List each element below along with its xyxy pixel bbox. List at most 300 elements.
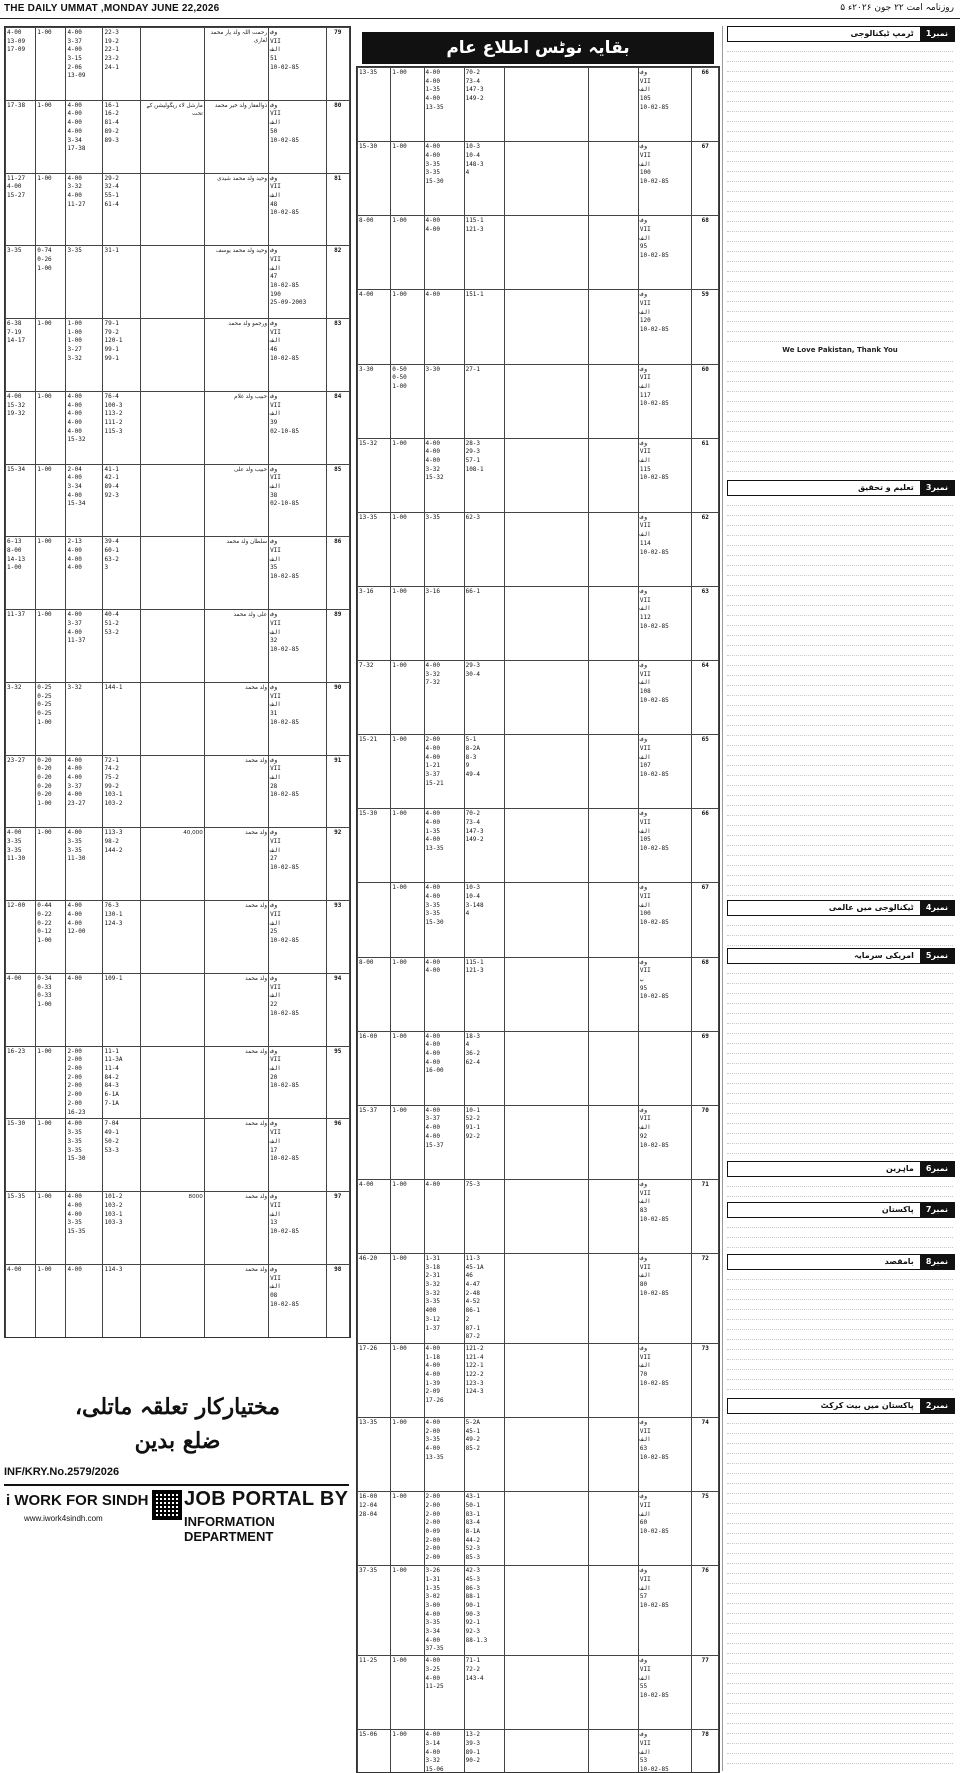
area-cell: 4-00 3-37 4-00 3-15 2-06 13-09 [66,28,103,101]
survey-cell: 40-4 51-2 53-2 [103,610,140,683]
mutation-cell: 4-00 13-09 17-09 [6,28,36,101]
total-cell: 1-00 [36,828,66,901]
entry-cell: وف VII الف 31 10-02-85 [269,682,326,755]
survey-cell: 27-1 [464,364,504,438]
owner-cell [588,68,638,142]
area-cell: 4-00 4-00 4-00 4-00 3-34 17-38 [66,100,103,173]
news-text-block [727,42,953,478]
owner-cell: ولد محمد [204,901,268,974]
entry-cell: وف VII الف 51 10-02-85 [269,28,326,101]
owner-cell: ورجمو ولد محمد [204,319,268,392]
mutation-cell: 37-35 [358,1566,391,1656]
tag-number: نمبر5 [920,949,954,963]
table-row [358,1418,719,1492]
table-row [6,828,350,901]
remarks-cell [504,1254,588,1344]
total-cell: 1-00 [391,1730,424,1773]
mutation-cell: 8-00 [358,216,391,290]
entry-cell: وف VII الف 114 10-02-85 [638,512,692,586]
total-cell: 1-00 [391,1105,424,1179]
remarks-cell [504,809,588,883]
total-cell: 1-00 [391,438,424,512]
entry-cell: وف VII الف 70 10-02-85 [638,1343,692,1417]
department-name: INFORMATION DEPARTMENT [184,1514,275,1544]
total-cell: 1-00 [391,1418,424,1492]
owner-cell [588,1031,638,1105]
table-row [6,173,350,246]
serial-cell: 59 [692,290,719,364]
table-row [358,290,719,364]
owner-cell: حبیب ولد علی [204,464,268,537]
tag-number: نمبر7 [920,1203,954,1217]
survey-cell: 115-1 121-3 [464,216,504,290]
news-section-tag [727,900,955,916]
mutation-cell: 13-35 [358,68,391,142]
masthead-title: THE DAILY UMMAT ,MONDAY JUNE 22,2026 [4,3,220,14]
owner-cell: ولد محمد [204,682,268,755]
total-cell: 1-00 [391,1656,424,1730]
mutation-cell: 15-35 [6,1192,36,1265]
table-row [6,755,350,828]
survey-cell: 11-3 45-1A 46 4-47 2-48 4-52 86-1 2 87-1 87-2 [464,1254,504,1344]
area-cell: 4-00 4-00 3-35 3-35 15-30 [424,142,464,216]
entry-cell: وف VII الف 32 10-02-85 [269,610,326,683]
area-cell: 4-00 3-32 4-00 11-27 [66,173,103,246]
total-cell: 1-00 [36,1265,66,1338]
area-cell: 2-00 2-00 2-00 2-00 2-00 2-00 2-00 16-23 [66,1046,103,1119]
survey-cell: 41-1 42-1 89-4 92-3 [103,464,140,537]
owner-cell: ولد محمد [204,1046,268,1119]
entry-cell: وف VII الف 13 10-02-85 [269,1192,326,1265]
total-cell: 1-00 [391,1031,424,1105]
note-cell [140,1046,204,1119]
serial-cell: 77 [692,1656,719,1730]
total-cell: 1-00 [391,661,424,735]
table-row [6,1192,350,1265]
serial-cell: 73 [692,1343,719,1417]
entry-cell [638,1031,692,1105]
total-cell: 1-00 [391,1343,424,1417]
area-cell: 2-13 4-00 4-00 4-00 [66,537,103,610]
owner-cell [588,1179,638,1253]
survey-cell: 16-1 16-2 81-4 89-2 89-3 [103,100,140,173]
survey-cell: 29-2 32-4 55-1 61-4 [103,173,140,246]
owner-cell [588,809,638,883]
tag-label: پاکستان [881,1205,914,1214]
news-section-tag [727,480,955,496]
serial-cell: 71 [692,1179,719,1253]
note-cell: 8000 [140,1192,204,1265]
serial-cell: 69 [692,1031,719,1105]
qr-code-icon [152,1490,182,1520]
mutation-cell: 8-00 [358,957,391,1031]
table-row [358,957,719,1031]
news-text-block [727,496,953,898]
entry-cell: وف VII الف 112 10-02-85 [638,586,692,660]
owner-cell: سلطان ولد محمد [204,537,268,610]
table-row [358,586,719,660]
entry-cell: وف VII الف 60 10-02-85 [638,1492,692,1566]
owner-cell: ولد محمد [204,755,268,828]
mutation-cell: 4-00 [358,1179,391,1253]
survey-cell: 5-2A 45-1 49-2 85-2 [464,1418,504,1492]
total-cell: 1-00 [36,1192,66,1265]
table-row [6,901,350,974]
entry-cell: وف VII الف 27 10-02-85 [269,828,326,901]
total-cell: 1-00 [391,512,424,586]
mutation-cell: 16-00 [358,1031,391,1105]
survey-cell: 29-3 30-4 [464,661,504,735]
tag-label: تعلیم و تحقیق [857,483,914,492]
entry-cell: وف VII الف 47 10-02-85 190 25-09-2003 [269,246,326,319]
entry-cell: وف VII الف 108 10-02-85 [638,661,692,735]
area-cell: 4-00 4-00 4-00 3-32 15-32 [424,438,464,512]
tag-number: نمبر3 [920,481,954,495]
mutation-cell: 3-32 [6,682,36,755]
entry-cell: وف VII الف 25 10-02-85 [269,901,326,974]
serial-cell: 97 [326,1192,349,1265]
table-row [358,1179,719,1253]
survey-cell: 101-2 103-2 103-1 103-3 [103,1192,140,1265]
owner-cell [588,1656,638,1730]
mutation-cell: 6-38 7-19 14-17 [6,319,36,392]
area-cell: 4-00 4-00 1-35 4-00 13-35 [424,68,464,142]
total-cell: 1-00 [36,1119,66,1192]
remarks-cell [504,1566,588,1656]
entry-cell: وف VII الف 57 10-02-85 [638,1566,692,1656]
area-cell: 4-00 [66,1265,103,1338]
serial-cell: 95 [326,1046,349,1119]
mutation-cell: 4-00 [358,290,391,364]
tag-number: نمبر6 [920,1162,954,1176]
owner-cell [588,512,638,586]
table-row [6,28,350,101]
mutation-cell: 15-21 [358,735,391,809]
table-row [358,1492,719,1566]
table-row [358,68,719,142]
total-cell: 0-44 0-22 0-22 0-12 1-00 [36,901,66,974]
mutation-cell: 15-32 [358,438,391,512]
serial-cell: 81 [326,173,349,246]
officer-stamp [10,1390,345,1462]
area-cell: 4-00 4-00 [424,216,464,290]
entry-cell: وف VII الف 105 10-02-85 [638,809,692,883]
area-cell: 4-00 [66,973,103,1046]
table-row [6,319,350,392]
entry-cell: وف VII الف 53 10-02-85 [638,1730,692,1773]
table-row [358,1254,719,1344]
portal-title: JOB PORTAL BY [184,1488,349,1510]
serial-cell: 84 [326,391,349,464]
note-cell [140,682,204,755]
area-cell: 4-00 3-35 3-35 3-35 15-30 [66,1119,103,1192]
total-cell: 1-00 [36,391,66,464]
mutation-cell: 15-30 [358,809,391,883]
entry-cell: وف VII الف 100 10-02-85 [638,883,692,957]
entry-cell: وف VII الف 35 10-02-85 [269,537,326,610]
serial-cell: 66 [692,809,719,883]
mutation-cell: 15-30 [6,1119,36,1192]
table-row [358,735,719,809]
survey-cell: 39-4 60-1 63-2 3 [103,537,140,610]
total-cell: 1-00 [36,1046,66,1119]
tag-number: نمبر4 [920,901,954,915]
serial-cell: 63 [692,586,719,660]
remarks-cell [504,438,588,512]
ledger-left [4,26,351,1338]
survey-cell: 75-3 [464,1179,504,1253]
remarks-cell [504,1418,588,1492]
tag-label: ٹیکنالوجی میں عالمی [828,903,914,912]
total-cell: 1-00 [36,537,66,610]
area-cell: 4-00 3-37 4-00 11-37 [66,610,103,683]
survey-cell: 11-1 11-3A 11-4 84-2 84-3 6-1A 7-1A [103,1046,140,1119]
area-cell: 3-35 [424,512,464,586]
survey-cell: 70-2 73-4 147-3 149-2 [464,809,504,883]
area-cell: 1-31 3-18 2-31 3-32 3-32 3-35 400 3-12 1-37 [424,1254,464,1344]
area-cell: 1-00 1-00 1-00 3-27 3-32 [66,319,103,392]
survey-cell: 10-3 10-4 148-3 4 [464,142,504,216]
owner-cell: ولد محمد [204,1119,268,1192]
mutation-cell: 11-25 [358,1656,391,1730]
remarks-cell [504,1179,588,1253]
mutation-cell: 46-20 [358,1254,391,1344]
owner-cell: وحید ولد محمد یوسف [204,246,268,319]
serial-cell: 83 [326,319,349,392]
total-cell: 0-74 0-26 1-00 [36,246,66,319]
area-cell: 4-00 4-00 4-00 12-00 [66,901,103,974]
note-cell [140,973,204,1046]
website-link[interactable]: www.iwork4sindh.com [24,1514,103,1523]
news-section-tag [727,1202,955,1218]
entry-cell: وف VII الف 100 10-02-85 [638,142,692,216]
news-section-tag [727,26,955,42]
mutation-cell: 7-32 [358,661,391,735]
mutation-cell: 17-26 [358,1343,391,1417]
note-cell [140,246,204,319]
news-quote: We Love Pakistan, Thank You [727,346,953,356]
table-row [6,1046,350,1119]
area-cell: 3-32 [66,682,103,755]
news-text-block [727,1270,953,1396]
serial-cell: 90 [326,682,349,755]
owner-cell: حبیب ولد غلام [204,391,268,464]
mutation-cell: 15-06 [358,1730,391,1773]
mutation-cell: 4-00 3-35 3-35 11-30 [6,828,36,901]
serial-cell: 72 [692,1254,719,1344]
entry-cell: وف VII الف 117 10-02-85 [638,364,692,438]
serial-cell: 65 [692,735,719,809]
note-cell [140,610,204,683]
owner-cell [588,364,638,438]
reference-number: INF/KRY.No.2579/2026 [4,1466,120,1478]
total-cell: 1-00 [391,1492,424,1566]
entry-cell: وف VII الف 63 10-02-85 [638,1418,692,1492]
table-row [6,610,350,683]
remarks-cell [504,957,588,1031]
news-text-block [727,1414,953,1766]
owner-cell [588,1418,638,1492]
total-cell: 1-00 [36,319,66,392]
entry-cell: وف VII الف 08 10-02-85 [269,1265,326,1338]
area-cell: 2-04 4-00 3-34 4-00 15-34 [66,464,103,537]
tag-label: امریکی سرمایہ [854,951,914,960]
owner-cell: رحمت اللہ ولد یار محمد لغاری [204,28,268,101]
serial-cell: 82 [326,246,349,319]
owner-cell [588,883,638,957]
note-cell [140,28,204,101]
mutation-cell: 4-00 15-32 19-32 [6,391,36,464]
serial-cell: 67 [692,883,719,957]
owner-cell: ذوالفقار ولد خیر محمد [204,100,268,173]
owner-cell [588,661,638,735]
entry-cell: وف VII الف 107 10-02-85 [638,735,692,809]
owner-cell [588,735,638,809]
entry-cell: وف VII الف 120 10-02-85 [638,290,692,364]
note-cell: 40,000 [140,828,204,901]
table-row [358,1343,719,1417]
stamp-line2: ضلع بدین [134,1428,221,1454]
serial-cell: 70 [692,1105,719,1179]
area-cell: 4-00 4-00 1-35 4-00 13-35 [424,809,464,883]
table-row [358,1730,719,1773]
remarks-cell [504,142,588,216]
survey-cell: 7-04 49-1 50-2 53-3 [103,1119,140,1192]
serial-cell: 67 [692,142,719,216]
total-cell: 0-50 0-50 1-00 [391,364,424,438]
table-row [6,1119,350,1192]
note-cell [140,1265,204,1338]
total-cell: 1-00 [391,1254,424,1344]
mutation-cell: 16-23 [6,1046,36,1119]
owner-cell: وحید ولد محمد شیدی [204,173,268,246]
total-cell: 1-00 [391,883,424,957]
serial-cell: 98 [326,1265,349,1338]
note-cell [140,173,204,246]
stamp-line1: مختیارکار تعلقہ ماتلی، [74,1394,281,1420]
remarks-cell [504,883,588,957]
survey-cell: 79-1 79-2 120-1 99-1 99-1 [103,319,140,392]
owner-cell: علی ولد محمد [204,610,268,683]
survey-cell: 144-1 [103,682,140,755]
note-cell [140,464,204,537]
mutation-cell: 4-00 [6,1265,36,1338]
mutation-cell: 16-00 12-04 28-04 [358,1492,391,1566]
owner-cell [588,957,638,1031]
note-cell: مارشل لاء ریگولیشن کے تحت [140,100,204,173]
serial-cell: 92 [326,828,349,901]
mutation-cell: 23-27 [6,755,36,828]
entry-cell: وف VII الف 46 10-02-85 [269,319,326,392]
remarks-cell [504,1656,588,1730]
table-row [6,246,350,319]
serial-cell: 60 [692,364,719,438]
table-row [6,682,350,755]
mutation-cell: 15-34 [6,464,36,537]
serial-cell: 75 [692,1492,719,1566]
remarks-cell [504,68,588,142]
mutation-cell: 4-00 [6,973,36,1046]
news-text-block [727,1177,953,1200]
owner-cell: ولد محمد [204,828,268,901]
news-text-block [727,1218,953,1252]
note-cell [140,319,204,392]
table-row [6,537,350,610]
survey-cell: 76-4 100-3 113-2 111-2 115-3 [103,391,140,464]
table-row [358,1105,719,1179]
total-cell: 1-00 [36,28,66,101]
survey-cell: 28-3 29-3 57-1 108-1 [464,438,504,512]
serial-cell: 62 [692,512,719,586]
entry-cell: وف VII الف 22 10-02-85 [269,973,326,1046]
table-row [6,1265,350,1338]
mutation-cell: 11-37 [6,610,36,683]
serial-cell: 61 [692,438,719,512]
table-row [358,364,719,438]
remarks-cell [504,1343,588,1417]
survey-cell: 109-1 [103,973,140,1046]
serial-cell: 91 [326,755,349,828]
table-row [6,100,350,173]
mutation-cell [358,883,391,957]
survey-cell: 72-1 74-2 75-2 99-2 103-1 103-2 [103,755,140,828]
owner-cell [588,142,638,216]
news-section-tag [727,948,955,964]
area-cell: 4-00 3-35 3-35 11-30 [66,828,103,901]
entry-cell: وف VII الف 105 10-02-85 [638,68,692,142]
brand-logo: i WORK FOR SINDH [6,1492,149,1509]
entry-cell: وف VII الف 115 10-02-85 [638,438,692,512]
table-row [358,438,719,512]
survey-cell: 62-3 [464,512,504,586]
owner-cell: ولد محمد [204,1192,268,1265]
news-text-block [727,916,953,946]
entry-cell: وف VII الف 80 10-02-85 [638,1254,692,1344]
remarks-cell [504,1105,588,1179]
survey-cell: 76-3 130-1 124-3 [103,901,140,974]
job-portal-ad [4,1484,349,1544]
survey-cell: 31-1 [103,246,140,319]
survey-cell: 70-2 73-4 147-3 149-2 [464,68,504,142]
area-cell: 4-00 3-25 4-00 11-25 [424,1656,464,1730]
area-cell: 3-26 1-31 1-35 3-02 3-00 4-00 3-35 3-34 4-00 37-35 [424,1566,464,1656]
survey-cell: 42-3 45-3 86-3 88-1 90-1 90-3 92-1 92-3 88-1.3 [464,1566,504,1656]
serial-cell: 94 [326,973,349,1046]
mutation-cell: 17-38 [6,100,36,173]
serial-cell: 96 [326,1119,349,1192]
mutation-cell: 3-30 [358,364,391,438]
area-cell: 2-00 4-00 4-00 1-21 3-37 15-21 [424,735,464,809]
total-cell: 1-00 [36,610,66,683]
remarks-cell [504,216,588,290]
total-cell: 1-00 [391,586,424,660]
total-cell: 0-34 0-33 0-33 1-00 [36,973,66,1046]
total-cell: 1-00 [36,100,66,173]
table-row [358,661,719,735]
total-cell: 1-00 [391,68,424,142]
area-cell: 4-00 1-18 4-00 4-00 1-39 2-09 17-26 [424,1343,464,1417]
note-cell [140,1119,204,1192]
survey-cell: 66-1 [464,586,504,660]
area-cell: 4-00 3-14 4-00 3-32 15-06 [424,1730,464,1773]
area-cell: 3-35 [66,246,103,319]
serial-cell: 68 [692,216,719,290]
mutation-cell: 3-16 [358,586,391,660]
owner-cell [588,1254,638,1344]
owner-cell [588,290,638,364]
ledger-right [356,66,720,1773]
serial-cell: 86 [326,537,349,610]
